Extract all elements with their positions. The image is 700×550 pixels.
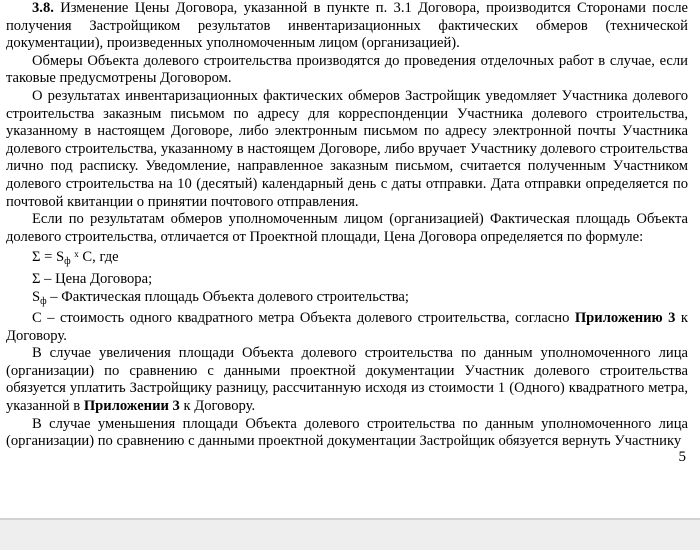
paragraph-3-8: 3.8. Изменение Цены Договора, указанной в пункте п. 3.1 Договора, производится Сторонами после получения Застройщиком результатов инвентаризационных фактических обмеров (технической документации), произведенных уполномоченным лицом (организацией). [6, 0, 688, 52]
paragraph-formula-intro: Если по результатам обмеров уполномоченным лицом (организацией) Фактическая площадь Объекта долевого строительства, отличается от Проектной площади, Цена Договора определяется по формуле: [6, 211, 688, 245]
paragraph-measurements: Обмеры Объекта долевого строительства производятся до проведения отделочных работ в случае, если таковые предусмотрены Договором. [6, 52, 688, 87]
page-number: 5 [678, 449, 686, 465]
formula-line: $\Sigma = S_ф$ $^х$ С, где [32, 249, 119, 268]
viewer-page-gap [0, 518, 700, 550]
document-body [6, 0, 688, 451]
definition-area: $S_ф$ – Фактическая площадь Объекта долевого строительства; [32, 288, 409, 307]
paragraph-area-decrease: В случае уменьшения площади Объекта долевого строительства по данным уполномоченного лица (организации) по сравнению с данными проектной документации Застройщик обязуется вернуть Участнику [6, 415, 688, 450]
paragraph-area-increase: В случае увеличения площади Объекта долевого строительства по данным уполномоченного лица (организации) по сравнению с данными проектной документации Участник долевого строительства обязуется уплатить Застройщику разницу, рассчитанную исходя из стоимости 1 (Одного) квадратного метра, указанной в Приложении 3 к Договору. [6, 345, 688, 415]
paragraph-notification: О результатах инвентаризационных фактических обмеров Застройщик уведомляет Участника долевого строительства заказным письмом по адресу для корреспонденции Участника долевого строительства, указанному в настоящем Договоре, либо электронным письмом по адресу электронной почты Участника долевого строительства, указанному в настоящем Договоре, либо вручает Участнику долевого строительства лично под расписку. Уведомление, направленное заказным письмом, считается полученным Участником долевого строительства на 10 (десятый) календарный день с даты отправки. Дата отправки определяется по почтовой квитанции о принятии почтового отправления. [6, 87, 688, 210]
section-number: 3.8. [32, 0, 54, 16]
definition-price: Σ – Цена Договора; [32, 270, 153, 287]
definition-cost: С – стоимость одного квадратного метра Объекта долевого строительства, согласно Приложению 3 к Договору. [6, 310, 688, 344]
page-edge-divider [0, 518, 700, 520]
